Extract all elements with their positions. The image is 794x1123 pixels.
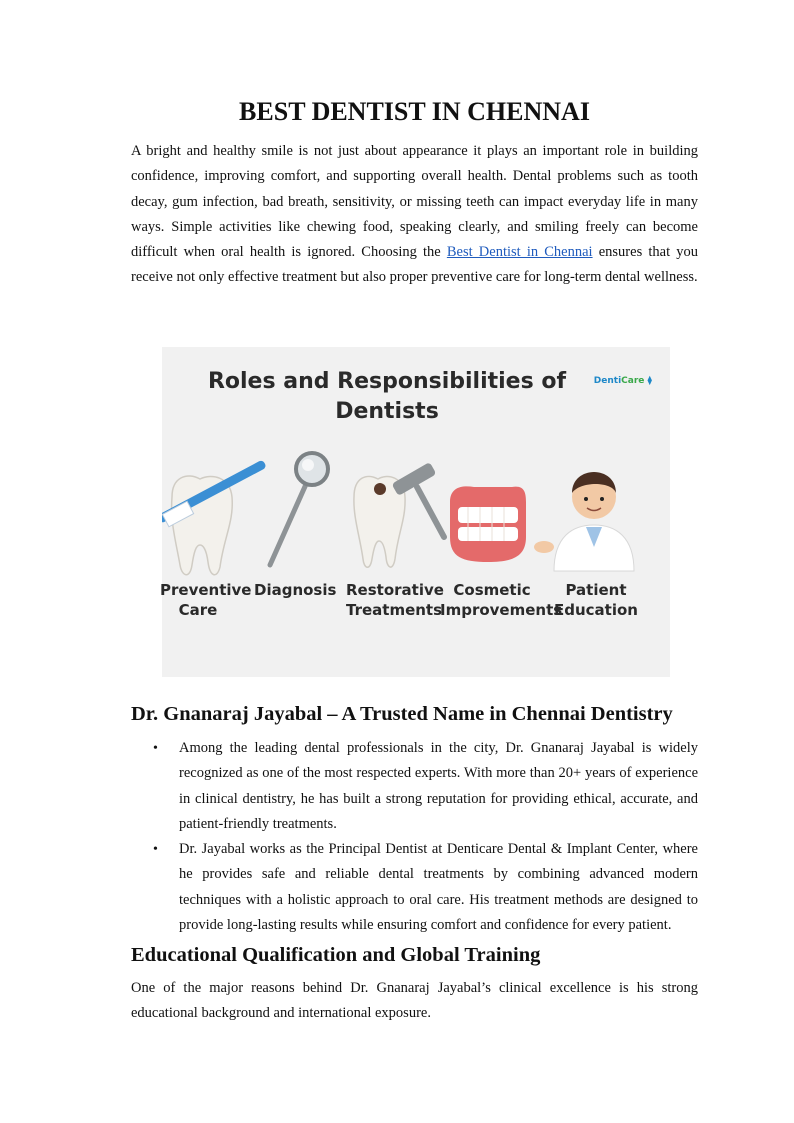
infographic-title-line2: Dentists	[335, 399, 439, 424]
bullet-text: Among the leading dental professionals in the city, Dr. Gnanaraj Jayabal is widely recognized as one of the most respected experts. With more than 20+ years of experience in clinical dentistry, he has built a strong reputation for providing ethical, accurate, and patient-friendly treatments.	[179, 740, 698, 832]
bullet-list	[131, 736, 698, 938]
list-item	[131, 736, 698, 837]
toothbrush-tooth-icon	[162, 459, 267, 574]
infographic-title-line1: Roles and Responsibilities of	[207, 369, 567, 394]
denticare-logo: DentiCare ⧫	[593, 376, 652, 386]
bullet-text: Dr. Jayabal works as the Principal Dentist at Denticare Dental & Implant Center, where he provides safe and reliable dental treatments by combining advanced modern techniques with a holistic approach to oral care. His treatment methods are designed to provide long-lasting results while ensuring comfort and confidence for every patient.	[179, 841, 698, 934]
role-label-cosmetic: Cosmetic Improvements	[440, 581, 563, 619]
bullet-icon: •	[153, 741, 158, 756]
best-dentist-link[interactable]: Best Dentist in Chennai	[446, 244, 593, 261]
role-label-diagnosis: Diagnosis	[254, 581, 337, 599]
dentist-avatar-icon	[534, 472, 634, 571]
section-heading-education: Educational Qualification and Global Training	[131, 944, 541, 966]
intro-text-end: ensures that you receive not only effective treatment but also proper preventive care for long-term dental wellness.	[131, 244, 698, 286]
roles-infographic	[162, 347, 670, 677]
list-item	[131, 837, 698, 938]
dental-mirror-icon	[270, 453, 328, 565]
role-label-patient-education: Patient Education	[554, 581, 638, 619]
intro-paragraph	[131, 139, 698, 291]
page-title: BEST DENTIST IN CHENNAI	[239, 97, 590, 126]
intro-text: A bright and healthy smile is not just about appearance it plays an important role in building confidence, improving comfort, and supporting overall health. Dental problems such as tooth decay, gum infection, bad breath, sensitivity, or missing teeth can impact everyday life in many ways. Simple activities like chewing food, speaking clearly, and smiling freely can become difficult when oral health is ignored. Choosing the	[131, 143, 698, 261]
infographic-illustrations	[162, 347, 670, 677]
drill-tooth-icon	[354, 462, 444, 567]
role-label-preventive-care: Preventive Care	[160, 581, 252, 619]
dentures-icon	[450, 486, 526, 562]
role-label-restorative: Restorative Treatments	[346, 581, 444, 619]
section-heading-dr-jayabal: Dr. Gnanaraj Jayabal – A Trusted Name in Chennai Dentistry	[131, 703, 673, 725]
education-paragraph: One of the major reasons behind Dr. Gnanaraj Jayabal’s clinical excellence is his strong educational background and international exposure.	[131, 980, 698, 1022]
bullet-icon: •	[153, 842, 158, 858]
